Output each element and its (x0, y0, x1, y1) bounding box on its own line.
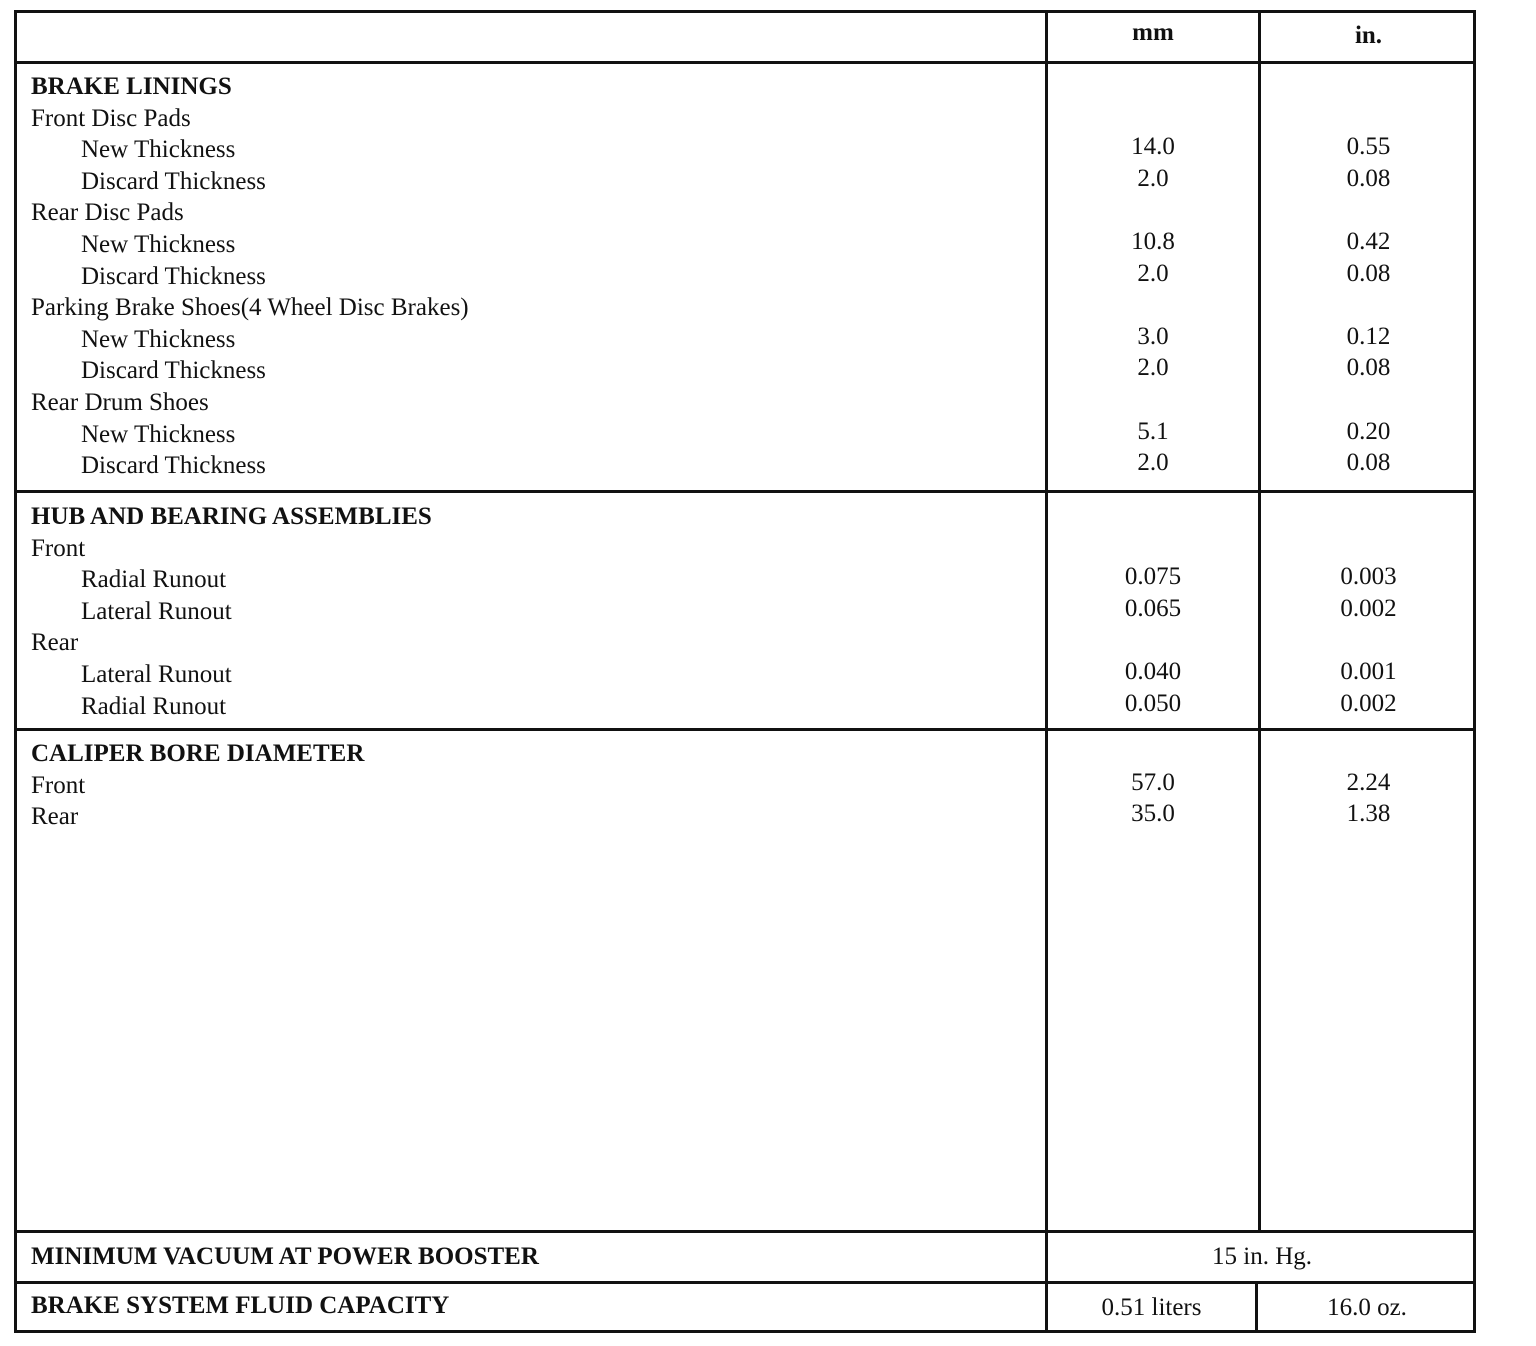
value-mm: 0.075 (1124, 563, 1182, 591)
value-in: 0.001 (1340, 658, 1397, 685)
row-label: New Thickness (81, 420, 236, 448)
row-divider-section-3 (14, 1230, 1476, 1233)
row-label: Discard Thickness (81, 357, 266, 385)
fluid-label: BRAKE SYSTEM FLUID CAPACITY (31, 1292, 450, 1319)
vacuum-label: MINIMUM VACUUM AT POWER BOOSTER (31, 1243, 539, 1270)
value-in: 0.55 (1346, 133, 1391, 161)
fluid-in: 16.0 oz. (1327, 1294, 1407, 1321)
value-mm: 2.0 (1137, 449, 1169, 477)
header-mm: mm (1132, 19, 1174, 46)
value-mm: 10.8 (1131, 228, 1175, 255)
value-in: 0.20 (1346, 417, 1391, 445)
row-label: Radial Runout (81, 566, 227, 594)
row-label: Lateral Runout (81, 597, 232, 625)
row-divider-vacuum (14, 1281, 1476, 1284)
row-label: Rear (31, 629, 79, 657)
row-label: Discard Thickness (81, 262, 266, 290)
value-in: 0.08 (1346, 259, 1391, 287)
row-label: New Thickness (81, 325, 236, 353)
section-title: CALIPER BORE DIAMETER (31, 740, 365, 767)
row-label: New Thickness (81, 136, 236, 164)
row-label: Rear (31, 803, 79, 831)
row-label: Rear Disc Pads (31, 199, 184, 227)
value-mm: 0.050 (1124, 689, 1182, 717)
row-label: Lateral Runout (81, 661, 232, 688)
row-label: Front (31, 771, 86, 799)
value-in: 0.08 (1346, 164, 1391, 192)
value-mm: 57.0 (1131, 768, 1175, 796)
value-mm: 0.040 (1124, 658, 1182, 685)
value-mm: 0.065 (1124, 594, 1182, 622)
value-in: 0.12 (1346, 322, 1391, 350)
fluid-mm: 0.51 liters (1101, 1294, 1202, 1321)
row-label: Discard Thickness (81, 167, 266, 195)
row-label: Front (31, 534, 86, 562)
value-in: 0.08 (1346, 354, 1391, 382)
value-in: 0.003 (1340, 563, 1397, 591)
value-mm: 2.0 (1137, 354, 1169, 382)
section-title: HUB AND BEARING ASSEMBLIES (31, 503, 432, 530)
value-in: 2.24 (1346, 768, 1391, 796)
value-mm: 14.0 (1131, 133, 1175, 161)
row-divider-section-2 (14, 728, 1476, 731)
value-in: 0.002 (1340, 594, 1397, 622)
value-in: 0.08 (1346, 449, 1391, 477)
row-label: Radial Runout (81, 692, 227, 720)
value-mm: 2.0 (1137, 164, 1169, 192)
section-title: BRAKE LININGS (31, 73, 232, 100)
row-label: New Thickness (81, 231, 236, 258)
value-mm: 2.0 (1137, 259, 1169, 287)
row-label: Front Disc Pads (31, 104, 191, 132)
row-divider-header (14, 61, 1476, 64)
value-in: 0.002 (1340, 689, 1397, 717)
value-mm: 35.0 (1131, 800, 1175, 828)
row-label: Rear Drum Shoes (31, 389, 209, 416)
value-mm: 3.0 (1137, 322, 1169, 350)
value-in: 0.42 (1346, 228, 1391, 255)
row-label: Discard Thickness (81, 452, 266, 480)
vacuum-value: 15 in. Hg. (1212, 1243, 1312, 1270)
value-mm: 5.1 (1137, 417, 1169, 445)
row-label: Parking Brake Shoes(4 Wheel Disc Brakes) (31, 294, 469, 322)
value-in: 1.38 (1346, 800, 1391, 828)
header-in: in. (1354, 22, 1383, 49)
row-divider-section-1 (14, 490, 1476, 493)
